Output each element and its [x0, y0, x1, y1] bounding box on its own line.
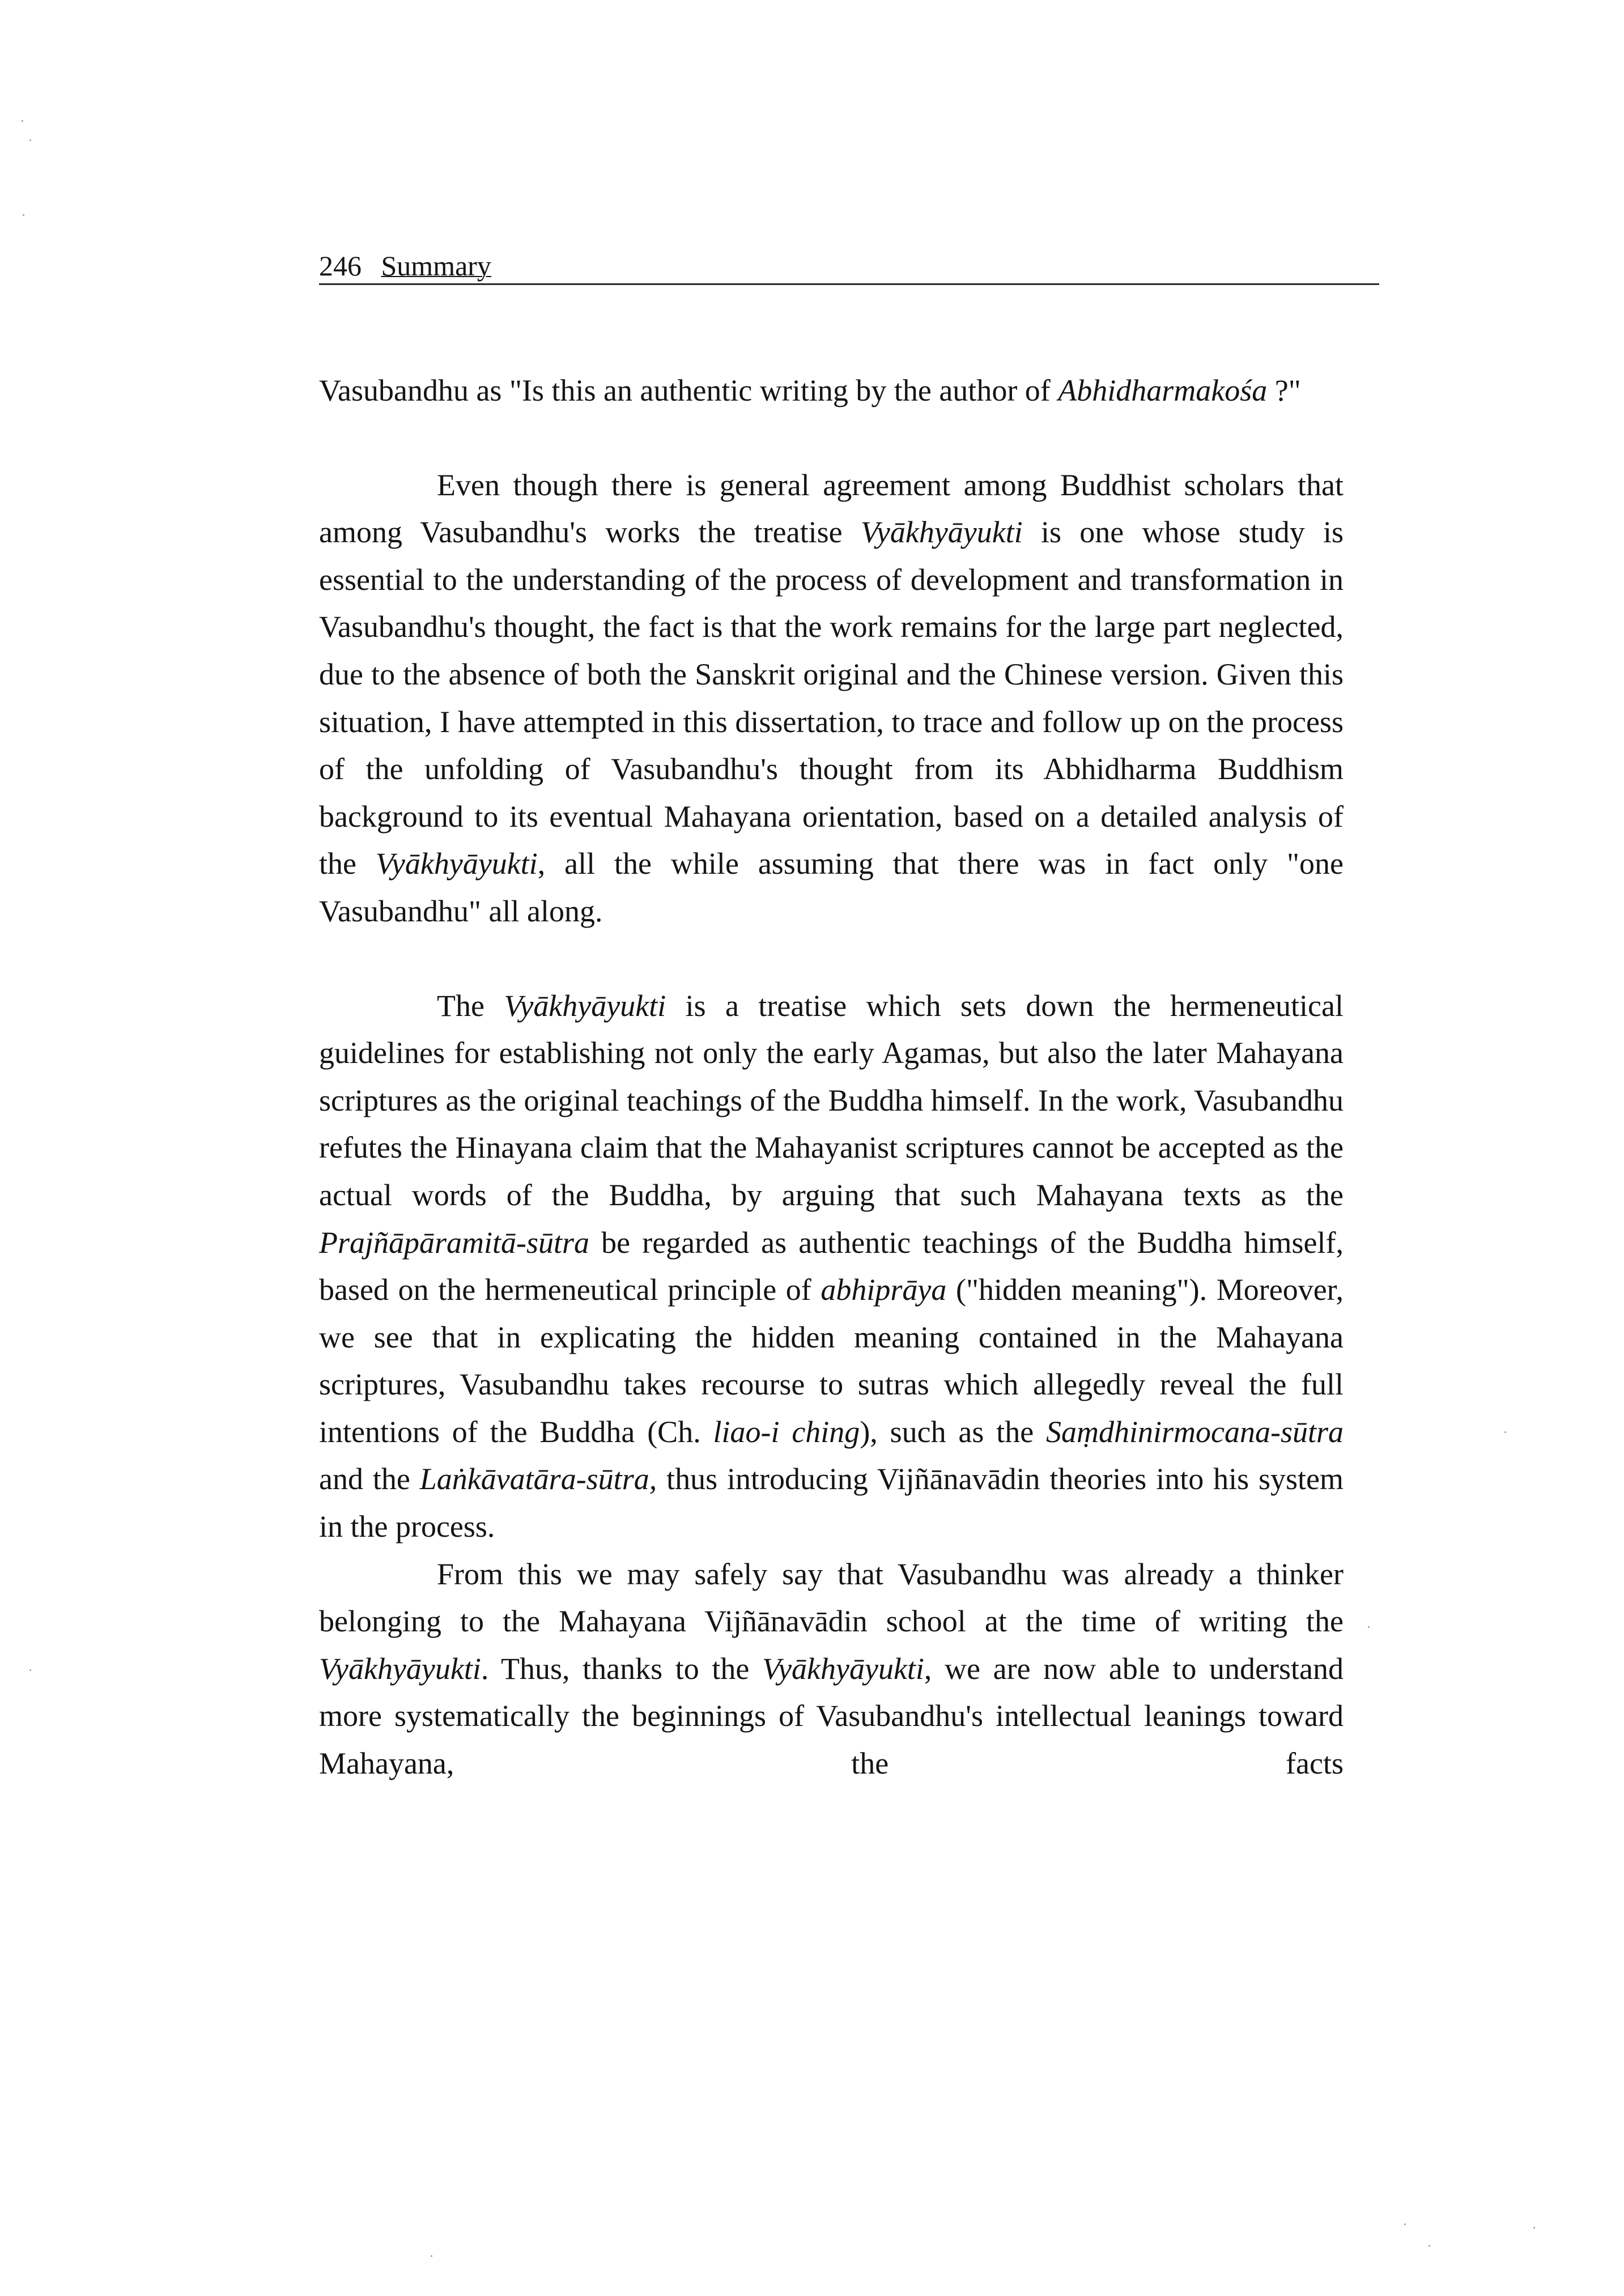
- italic-term: liao-i ching: [713, 1414, 860, 1449]
- italic-term: abhiprāya: [820, 1273, 947, 1307]
- text-run: , all the while assuming that there was in fact only "one Vasubandhu" all along.: [319, 847, 1344, 928]
- text-run: The: [437, 988, 504, 1023]
- running-title: Summary: [381, 250, 491, 282]
- text-run: , we are now able to understand more systematically the beginnings of Vasubandhu's intellectual leanings toward Mahayana, the facts: [319, 1651, 1344, 1781]
- italic-term: Prajñāpāramitā-sūtra: [319, 1225, 590, 1260]
- text-run: ?": [1267, 373, 1301, 407]
- italic-term: Laṅkāvatāra-sūtra,: [419, 1462, 657, 1496]
- italic-term: Abhidharmakośa: [1058, 373, 1268, 407]
- text-run: is one whose study is essential to the understanding of the process of development and transformation in Vasubandhu's thought, the fact is that the work remains for the large part neglected, due to the absence of both the Sanskrit original and the Chinese version. Given this situation, I have attempted in this dissertation, to trace and follow up on the process of the unfolding of Vasubandhu's thought from its Abhidharma Buddhism background to its eventual Mahayana orientation, based on a detailed analysis of the: [319, 515, 1344, 881]
- paragraph: [319, 983, 1344, 1551]
- text-run: ), such as the: [860, 1414, 1046, 1449]
- paragraph: [319, 367, 1344, 415]
- italic-term: Vyākhyāyukti: [762, 1651, 924, 1686]
- running-header: [319, 248, 1379, 285]
- text-run: is a treatise which sets down the hermeneutical guidelines for establishing not only the early Agamas, but also the later Mahayana scriptures as the original teachings of the Buddha himself. In the work, Vasubandhu refutes the Hinayana claim that the Mahayanist scriptures cannot be accepted as the actual words of the Buddha, by arguing that such Mahayana texts as the: [319, 988, 1344, 1212]
- scan-speck: [431, 2255, 432, 2257]
- scan-speck: [1429, 2245, 1430, 2247]
- paragraph: [319, 1551, 1344, 1788]
- scan-speck: [22, 120, 23, 122]
- scan-speck: [23, 214, 24, 216]
- text-run: thus introducing Vijñānavādin theories into his system in the process.: [319, 1462, 1344, 1544]
- italic-term: Vyākhyāyukti: [319, 1651, 481, 1686]
- italic-term: Vyākhyāyukti: [504, 988, 666, 1023]
- italic-term: Vyākhyāyukti: [375, 847, 538, 881]
- scan-speck: [29, 139, 31, 141]
- scan-speck: [1504, 1431, 1506, 1433]
- text-run: and the: [319, 1462, 420, 1496]
- text-run: Vasubandhu as "Is this an authentic writing by the author of: [319, 373, 1058, 407]
- italic-term: Vyākhyāyukti: [860, 515, 1023, 550]
- italic-term: Saṃdhinirmocana-sūtra: [1046, 1414, 1344, 1449]
- page-number: 246: [319, 250, 362, 282]
- scan-speck: [1533, 2227, 1535, 2229]
- scan-speck: [1368, 1626, 1370, 1628]
- body-text: [319, 367, 1344, 1788]
- text-run: Even though there is general agreement among Buddhist scholars that among Vasubandhu's works the treatise: [319, 467, 1344, 550]
- scan-speck: [29, 1669, 31, 1671]
- text-run: From this we may safely say that Vasubandhu was already a thinker belonging to the Mahayana Vijñānavādin school at the time of writing the: [319, 1557, 1344, 1639]
- paragraph: [319, 462, 1344, 936]
- text-run: ("hidden meaning"). Moreover, we see that in explicating the hidden meaning contained in the Mahayana scriptures, Vasubandhu takes recourse to sutras which allegedly reveal the full intentions of the Buddha (Ch.: [319, 1273, 1344, 1449]
- text-run: . Thus, thanks to the: [481, 1651, 763, 1686]
- scan-speck: [1404, 2223, 1406, 2225]
- text-run: be regarded as authentic teachings of the Buddha himself, based on the hermeneutical principle of: [319, 1225, 1344, 1307]
